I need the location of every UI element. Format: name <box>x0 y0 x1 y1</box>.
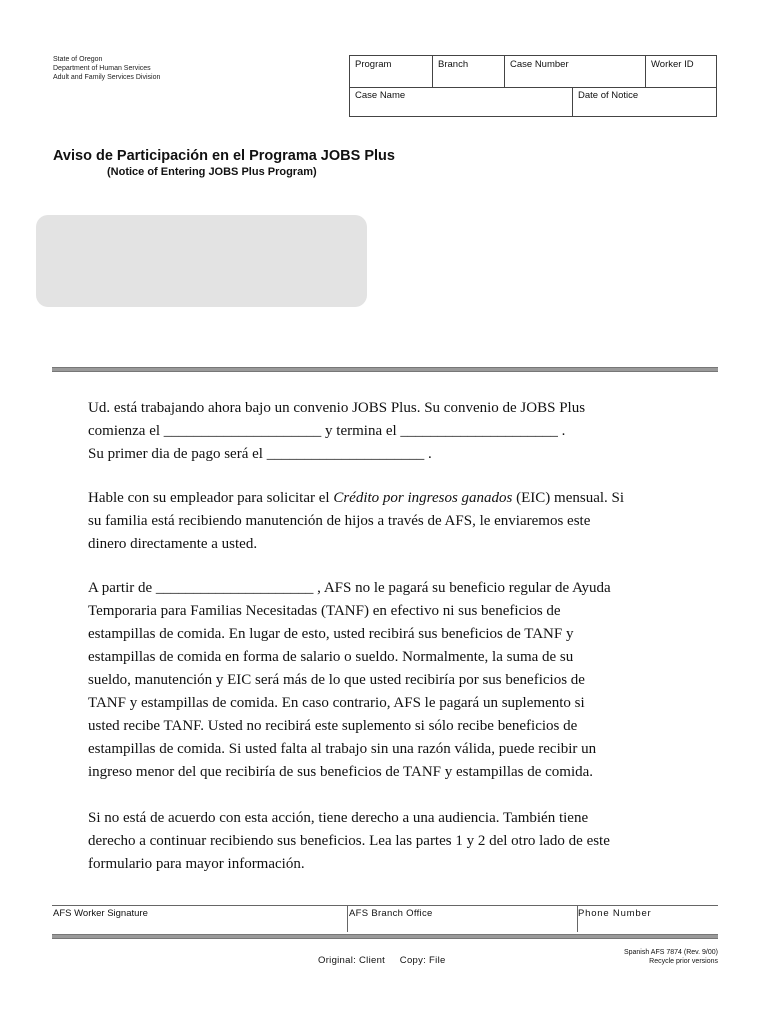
text-line: estampillas de comida en forma de salario o sueldo. Normalmente, la suma de su <box>88 649 574 665</box>
divider-bar-bottom <box>52 934 718 939</box>
page-subtitle: (Notice of Entering JOBS Plus Program) <box>107 166 317 178</box>
case-number-label: Case Number <box>510 59 569 70</box>
text-line: Temporaria para Familias Necesitadas (TANF) en efectivo ni sus beneficios de <box>88 603 561 619</box>
text-line: derecho a continuar recibiendo sus beneficios. Lea las partes 1 y 2 del otro lado de este <box>88 833 610 849</box>
text-span: (EIC) mensual. Si <box>512 490 625 506</box>
date-of-notice-field[interactable] <box>572 87 717 117</box>
signature-divider <box>347 905 348 932</box>
agency-line-division: Adult and Family Services Division <box>53 74 161 81</box>
form-identifier <box>624 948 718 966</box>
text-line: A partir de _____________________ , AFS no le pagará su beneficio regular de Ayuda <box>88 580 611 596</box>
case-name-field[interactable] <box>350 87 572 117</box>
date-of-notice-label: Date of Notice <box>578 90 639 101</box>
text-span: Hable con su empleador para solicitar el <box>88 490 334 506</box>
program-label: Program <box>355 59 392 70</box>
form-number: Spanish AFS 7874 (Rev. 9/00) <box>623 949 718 956</box>
agency-line-state: State of Oregon <box>53 56 103 63</box>
agency-line-department: Department of Human Services <box>53 65 151 72</box>
paragraph-tanf <box>88 577 668 784</box>
case-id-row-1 <box>350 56 716 88</box>
agency-header <box>53 55 160 82</box>
text-line: TANF y estampillas de comida. En caso contrario, AFS le pagará un suplemento si <box>88 695 585 711</box>
recycle-note: Recycle prior versions <box>649 958 718 965</box>
divider-bar-top <box>52 367 718 372</box>
case-number-field[interactable] <box>504 56 645 87</box>
worker-id-label: Worker ID <box>651 59 694 70</box>
text-line: ingreso menor del que recibiría de sus beneficios de TANF y estampillas de comida. <box>88 764 594 780</box>
phone-number-field[interactable]: Phone Number <box>578 908 652 919</box>
case-name-label: Case Name <box>355 90 406 101</box>
text-line: Si no está de acuerdo con esta acción, tiene derecho a una audiencia. También tiene <box>88 810 589 826</box>
worker-id-field[interactable] <box>645 56 717 87</box>
branch-office-field[interactable]: AFS Branch Office <box>349 908 433 919</box>
page-title: Aviso de Participación en el Programa JOBS Plus <box>53 148 395 164</box>
paragraph-hearing <box>88 807 668 876</box>
signature-line <box>52 905 718 906</box>
paragraph-eic <box>88 487 668 556</box>
text-line: Ud. está trabajando ahora bajo un convenio JOBS Plus. Su convenio de JOBS Plus <box>88 400 586 416</box>
copy-distribution: Original: Client Copy: File <box>318 955 446 966</box>
paragraph-agreement <box>88 397 668 466</box>
program-field[interactable] <box>350 56 432 87</box>
text-line <box>88 487 668 510</box>
text-line: usted recibe TANF. Usted no recibirá este suplemento si sólo recibe beneficios de <box>88 718 578 734</box>
text-line: formulario para mayor información. <box>88 856 305 872</box>
branch-label: Branch <box>438 59 469 70</box>
text-line: estampillas de comida. Si usted falta al trabajo sin una razón válida, puede recibir un <box>88 741 597 757</box>
eic-term: Crédito por ingresos ganados <box>333 490 513 506</box>
worker-signature-field[interactable]: AFS Worker Signature <box>53 908 148 919</box>
branch-field[interactable] <box>432 56 504 87</box>
text-line: estampillas de comida. En lugar de esto, usted recibirá sus beneficios de TANF y <box>88 626 574 642</box>
text-line: comienza el _____________________ y termina el _____________________ . <box>88 423 566 439</box>
text-line: Su primer dia de pago será el _____________________ . <box>88 446 432 462</box>
text-line: sueldo, manutención y EIC será más de lo que usted recibiría por sus beneficios de <box>88 672 585 688</box>
case-id-box <box>349 55 717 117</box>
address-box <box>36 215 367 307</box>
text-line: dinero directamente a usted. <box>88 536 258 552</box>
text-line: su familia está recibiendo manutención de hijos a través de AFS, le enviaremos este <box>88 513 591 529</box>
